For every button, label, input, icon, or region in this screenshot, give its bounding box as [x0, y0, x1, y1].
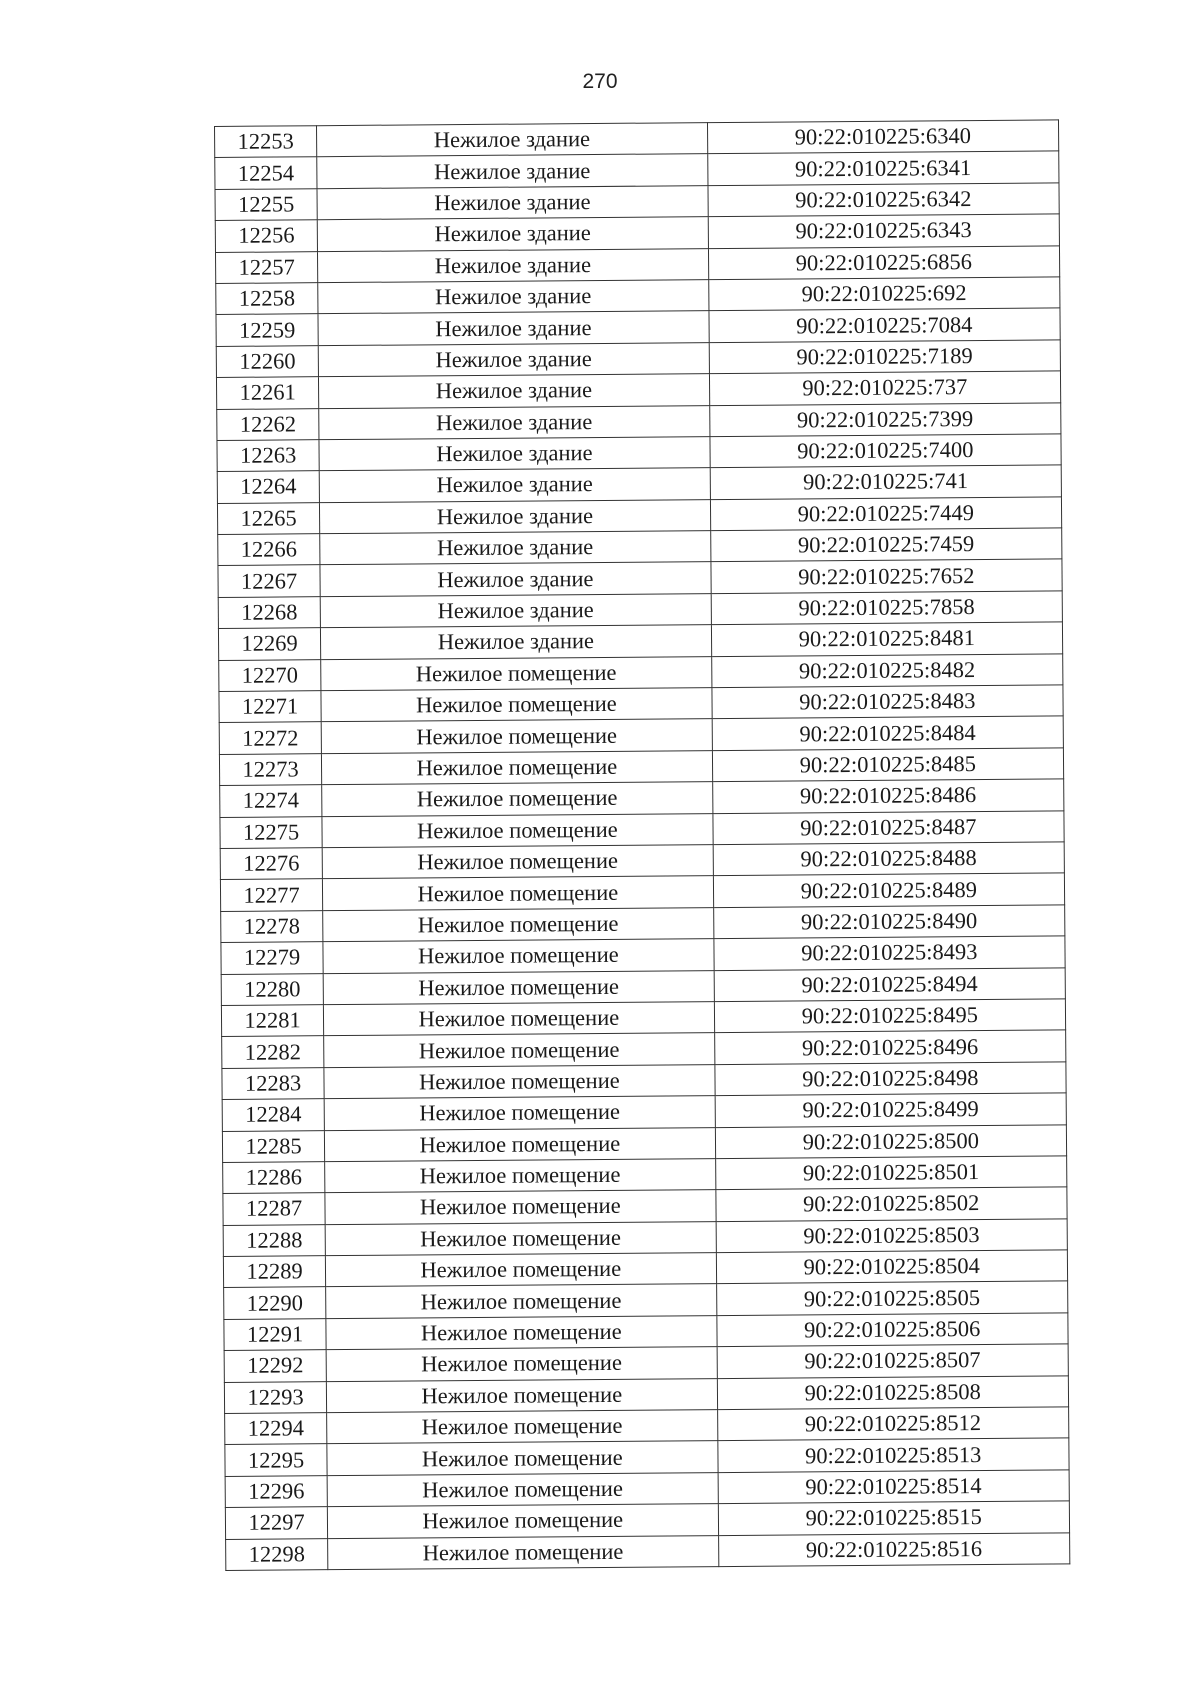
object-type-cell: Нежилое здание — [318, 342, 709, 376]
cadastral-number-cell: 90:22:010225:8512 — [717, 1407, 1069, 1441]
object-type-cell: Нежилое помещение — [322, 750, 713, 784]
row-number-cell: 12280 — [221, 973, 323, 1005]
row-number-cell: 12277 — [220, 879, 322, 911]
object-type-cell: Нежилое здание — [320, 593, 711, 627]
cadastral-number-cell: 90:22:010225:8508 — [717, 1375, 1069, 1409]
object-type-cell: Нежилое помещение — [327, 1472, 718, 1506]
cadastral-number-cell: 90:22:010225:8494 — [714, 967, 1066, 1001]
object-type-cell: Нежилое помещение — [321, 656, 712, 690]
row-number-cell: 12262 — [217, 408, 319, 440]
cadastral-number-cell: 90:22:010225:8503 — [716, 1219, 1068, 1253]
object-type-cell: Нежилое помещение — [322, 813, 713, 847]
row-number-cell: 12263 — [217, 440, 319, 472]
object-type-cell: Нежилое здание — [319, 374, 710, 408]
object-type-cell: Нежилое помещение — [327, 1441, 718, 1475]
object-type-cell: Нежилое помещение — [326, 1315, 717, 1349]
cadastral-number-cell: 90:22:010225:8485 — [712, 748, 1064, 782]
object-type-cell: Нежилое помещение — [325, 1190, 716, 1224]
object-type-cell: Нежилое помещение — [324, 1096, 715, 1130]
object-type-cell: Нежилое помещение — [324, 1033, 715, 1067]
row-number-cell: 12284 — [222, 1099, 324, 1131]
cadastral-number-cell: 90:22:010225:8513 — [717, 1438, 1069, 1472]
row-number-cell: 12295 — [225, 1444, 327, 1476]
object-type-cell: Нежилое здание — [318, 248, 709, 282]
cadastral-number-cell: 90:22:010225:6343 — [708, 214, 1060, 248]
cadastral-number-cell: 90:22:010225:8515 — [718, 1501, 1070, 1535]
cadastral-number-cell: 90:22:010225:8502 — [715, 1187, 1067, 1221]
row-number-cell: 12273 — [219, 753, 321, 785]
cadastral-number-cell: 90:22:010225:8499 — [715, 1093, 1067, 1127]
row-number-cell: 12275 — [220, 816, 322, 848]
row-number-cell: 12292 — [224, 1350, 326, 1382]
object-type-cell: Нежилое помещение — [327, 1410, 718, 1444]
cadastral-number-cell: 90:22:010225:692 — [708, 277, 1060, 311]
object-type-cell: Нежилое здание — [321, 625, 712, 659]
cadastral-number-cell: 90:22:010225:8496 — [714, 1030, 1066, 1064]
object-type-cell: Нежилое помещение — [327, 1504, 718, 1538]
row-number-cell: 12278 — [221, 910, 323, 942]
object-type-cell: Нежилое здание — [320, 499, 711, 533]
cadastral-number-cell: 90:22:010225:8505 — [716, 1281, 1068, 1315]
cadastral-number-cell: 90:22:010225:8501 — [715, 1156, 1067, 1190]
object-type-cell: Нежилое здание — [319, 405, 710, 439]
row-number-cell: 12267 — [218, 565, 320, 597]
cadastral-number-cell: 90:22:010225:8500 — [715, 1124, 1067, 1158]
object-type-cell: Нежилое помещение — [321, 688, 712, 722]
registry-table — [214, 119, 1070, 1571]
row-number-cell: 12257 — [215, 251, 317, 283]
row-number-cell: 12266 — [218, 534, 320, 566]
cadastral-number-cell: 90:22:010225:7449 — [710, 497, 1062, 531]
cadastral-number-cell: 90:22:010225:6340 — [707, 120, 1059, 154]
cadastral-number-cell: 90:22:010225:8493 — [713, 936, 1065, 970]
cadastral-number-cell: 90:22:010225:8482 — [711, 653, 1063, 687]
cadastral-number-cell: 90:22:010225:8498 — [714, 1062, 1066, 1096]
cadastral-number-cell: 90:22:010225:7400 — [710, 434, 1062, 468]
object-type-cell: Нежилое здание — [318, 311, 709, 345]
object-type-cell: Нежилое здание — [317, 185, 708, 219]
cadastral-number-cell: 90:22:010225:8514 — [718, 1470, 1070, 1504]
object-type-cell: Нежилое помещение — [323, 970, 714, 1004]
row-number-cell: 12270 — [219, 659, 321, 691]
row-number-cell: 12276 — [220, 848, 322, 880]
object-type-cell: Нежилое помещение — [325, 1221, 716, 1255]
row-number-cell: 12282 — [222, 1036, 324, 1068]
row-number-cell: 12268 — [218, 597, 320, 629]
row-number-cell: 12291 — [224, 1319, 326, 1351]
object-type-cell: Нежилое помещение — [326, 1378, 717, 1412]
cadastral-number-cell: 90:22:010225:7189 — [709, 340, 1061, 374]
object-type-cell: Нежилое помещение — [324, 1002, 715, 1036]
cadastral-number-cell: 90:22:010225:6342 — [708, 183, 1060, 217]
row-number-cell: 12265 — [217, 502, 319, 534]
row-number-cell: 12296 — [225, 1475, 327, 1507]
cadastral-number-cell: 90:22:010225:8487 — [712, 810, 1064, 844]
object-type-cell: Нежилое здание — [317, 123, 708, 157]
cadastral-number-cell: 90:22:010225:7652 — [711, 559, 1063, 593]
cadastral-number-cell: 90:22:010225:8490 — [713, 905, 1065, 939]
object-type-cell: Нежилое здание — [319, 468, 710, 502]
cadastral-number-cell: 90:22:010225:8507 — [717, 1344, 1069, 1378]
cadastral-number-cell: 90:22:010225:8489 — [713, 873, 1065, 907]
object-type-cell: Нежилое помещение — [324, 1127, 715, 1161]
row-number-cell: 12298 — [226, 1538, 328, 1570]
cadastral-number-cell: 90:22:010225:8516 — [718, 1532, 1070, 1566]
row-number-cell: 12293 — [224, 1381, 326, 1413]
row-number-cell: 12254 — [215, 157, 317, 189]
row-number-cell: 12255 — [215, 188, 317, 220]
cadastral-number-cell: 90:22:010225:8488 — [713, 842, 1065, 876]
object-type-cell: Нежилое здание — [318, 280, 709, 314]
row-number-cell: 12274 — [220, 785, 322, 817]
row-number-cell: 12261 — [216, 377, 318, 409]
cadastral-number-cell: 90:22:010225:8483 — [711, 685, 1063, 719]
object-type-cell: Нежилое здание — [317, 217, 708, 251]
row-number-cell: 12294 — [225, 1413, 327, 1445]
row-number-cell: 12272 — [219, 722, 321, 754]
object-type-cell: Нежилое здание — [320, 562, 711, 596]
row-number-cell: 12297 — [225, 1507, 327, 1539]
object-type-cell: Нежилое здание — [319, 437, 710, 471]
object-type-cell: Нежилое помещение — [323, 907, 714, 941]
row-number-cell: 12256 — [215, 220, 317, 252]
object-type-cell: Нежилое помещение — [321, 719, 712, 753]
cadastral-number-cell: 90:22:010225:8506 — [716, 1313, 1068, 1347]
object-type-cell: Нежилое помещение — [323, 876, 714, 910]
cadastral-number-cell: 90:22:010225:741 — [710, 465, 1062, 499]
cadastral-number-cell: 90:22:010225:8486 — [712, 779, 1064, 813]
object-type-cell: Нежилое помещение — [326, 1284, 717, 1318]
row-number-cell: 12281 — [221, 1005, 323, 1037]
cadastral-number-cell: 90:22:010225:7459 — [710, 528, 1062, 562]
row-number-cell: 12285 — [222, 1130, 324, 1162]
object-type-cell: Нежилое помещение — [324, 1064, 715, 1098]
row-number-cell: 12289 — [223, 1256, 325, 1288]
cadastral-number-cell: 90:22:010225:7858 — [711, 591, 1063, 625]
object-type-cell: Нежилое здание — [320, 531, 711, 565]
row-number-cell: 12279 — [221, 942, 323, 974]
object-type-cell: Нежилое помещение — [322, 845, 713, 879]
cadastral-number-cell: 90:22:010225:6856 — [708, 245, 1060, 279]
row-number-cell: 12269 — [218, 628, 320, 660]
cadastral-number-cell: 90:22:010225:8504 — [716, 1250, 1068, 1284]
row-number-cell: 12287 — [223, 1193, 325, 1225]
table-body — [215, 120, 1070, 1571]
cadastral-number-cell: 90:22:010225:8481 — [711, 622, 1063, 656]
row-number-cell: 12258 — [216, 283, 318, 315]
cadastral-number-cell: 90:22:010225:8495 — [714, 999, 1066, 1033]
row-number-cell: 12259 — [216, 314, 318, 346]
row-number-cell: 12286 — [223, 1162, 325, 1194]
row-number-cell: 12283 — [222, 1067, 324, 1099]
cadastral-number-cell: 90:22:010225:7399 — [709, 402, 1061, 436]
row-number-cell: 12264 — [217, 471, 319, 503]
table-row — [226, 1532, 1070, 1570]
object-type-cell: Нежилое помещение — [325, 1253, 716, 1287]
object-type-cell: Нежилое помещение — [323, 939, 714, 973]
row-number-cell: 12271 — [219, 691, 321, 723]
row-number-cell: 12288 — [223, 1224, 325, 1256]
cadastral-number-cell: 90:22:010225:7084 — [709, 308, 1061, 342]
row-number-cell: 12290 — [224, 1287, 326, 1319]
cadastral-number-cell: 90:22:010225:8484 — [712, 716, 1064, 750]
object-type-cell: Нежилое здание — [317, 154, 708, 188]
row-number-cell: 12253 — [215, 126, 317, 158]
cadastral-number-cell: 90:22:010225:6341 — [707, 151, 1059, 185]
object-type-cell: Нежилое помещение — [325, 1158, 716, 1192]
object-type-cell: Нежилое помещение — [322, 782, 713, 816]
cadastral-number-cell: 90:22:010225:737 — [709, 371, 1061, 405]
page-number: 270 — [582, 70, 618, 93]
object-type-cell: Нежилое помещение — [326, 1347, 717, 1381]
object-type-cell: Нежилое помещение — [328, 1535, 719, 1569]
row-number-cell: 12260 — [216, 345, 318, 377]
